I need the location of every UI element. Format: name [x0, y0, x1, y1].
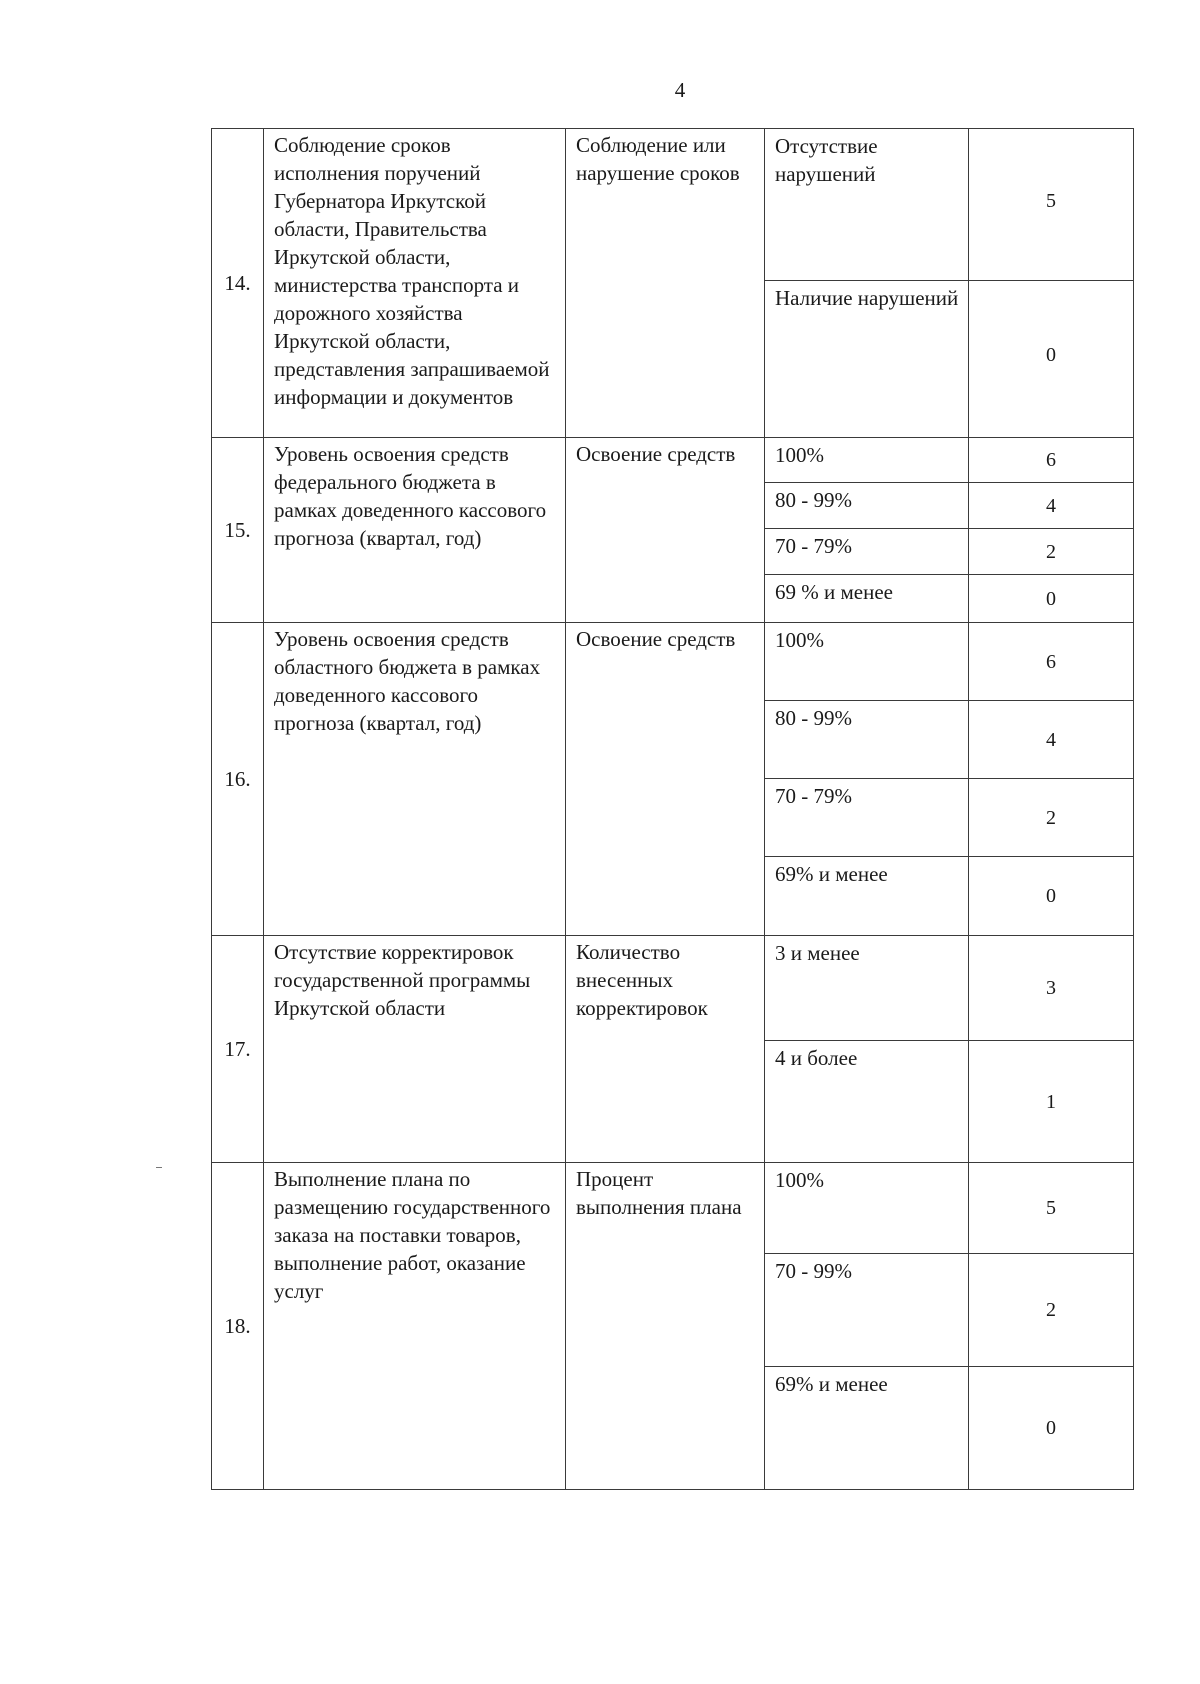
criterion-score: 2 — [969, 1254, 1134, 1367]
criterion-value: 69% и менее — [765, 1367, 969, 1490]
criterion-value: 3 и менее — [765, 936, 969, 1041]
criterion-value: Наличие нарушений — [765, 281, 969, 438]
criterion-score: 4 — [969, 701, 1134, 779]
table-row-15 — [212, 438, 1134, 483]
criterion-score: 4 — [969, 483, 1134, 529]
criterion-score: 3 — [969, 936, 1134, 1041]
criterion-indicator: Освоение средств — [566, 623, 765, 936]
table-row-16 — [212, 623, 1134, 701]
criterion-score: 5 — [969, 1163, 1134, 1254]
criterion-score: 2 — [969, 779, 1134, 857]
criterion-score: 0 — [969, 281, 1134, 438]
scan-mark — [156, 1167, 162, 1168]
table-row-17 — [212, 936, 1134, 1041]
page-number: 4 — [674, 78, 686, 102]
criterion-name: Соблюдение сроков исполнения поручений Губернатора Иркутской области, Правительства Иркутской области, министерства транспорта и дорожного хозяйства Иркутской области, представления запрашиваемой информации и документов — [264, 129, 566, 438]
criterion-value: 80 - 99% — [765, 701, 969, 779]
row-number: 15. — [212, 438, 264, 623]
criterion-score: 5 — [969, 129, 1134, 281]
table-row-14 — [212, 129, 1134, 281]
criterion-name: Уровень освоения средств федерального бюджета в рамках доведенного кассового прогноза (квартал, год) — [264, 438, 566, 623]
row-number: 16. — [212, 623, 264, 936]
criterion-value: 70 - 79% — [765, 779, 969, 857]
criterion-score: 0 — [969, 857, 1134, 936]
row-number: 14. — [212, 129, 264, 438]
criterion-score: 0 — [969, 1367, 1134, 1490]
criterion-indicator: Соблюдение или нарушение сроков — [566, 129, 765, 438]
criterion-indicator: Процент выполнения плана — [566, 1163, 765, 1490]
criterion-value: Отсутствие нарушений — [765, 129, 969, 281]
criterion-value: 70 - 79% — [765, 529, 969, 575]
row-number: 17. — [212, 936, 264, 1163]
criterion-name: Выполнение плана по размещению государственного заказа на поставки товаров, выполнение работ, оказание услуг — [264, 1163, 566, 1490]
criterion-indicator: Количество внесенных корректировок — [566, 936, 765, 1163]
criterion-score: 2 — [969, 529, 1134, 575]
criterion-name: Уровень освоения средств областного бюджета в рамках доведенного кассового прогноза (квартал, год) — [264, 623, 566, 936]
criterion-value: 80 - 99% — [765, 483, 969, 529]
criterion-value: 100% — [765, 1163, 969, 1254]
criterion-indicator: Освоение средств — [566, 438, 765, 623]
criterion-score: 0 — [969, 575, 1134, 623]
criterion-value: 4 и более — [765, 1041, 969, 1163]
criterion-value: 70 - 99% — [765, 1254, 969, 1367]
criterion-value: 69 % и менее — [765, 575, 969, 623]
criterion-score: 6 — [969, 623, 1134, 701]
row-number: 18. — [212, 1163, 264, 1490]
criterion-value: 100% — [765, 438, 969, 483]
criterion-value: 100% — [765, 623, 969, 701]
criterion-score: 1 — [969, 1041, 1134, 1163]
criterion-value: 69% и менее — [765, 857, 969, 936]
criterion-score: 6 — [969, 438, 1134, 483]
criterion-name: Отсутствие корректировок государственной программы Иркутской области — [264, 936, 566, 1163]
criteria-table — [211, 128, 1134, 1490]
table-row-18 — [212, 1163, 1134, 1254]
